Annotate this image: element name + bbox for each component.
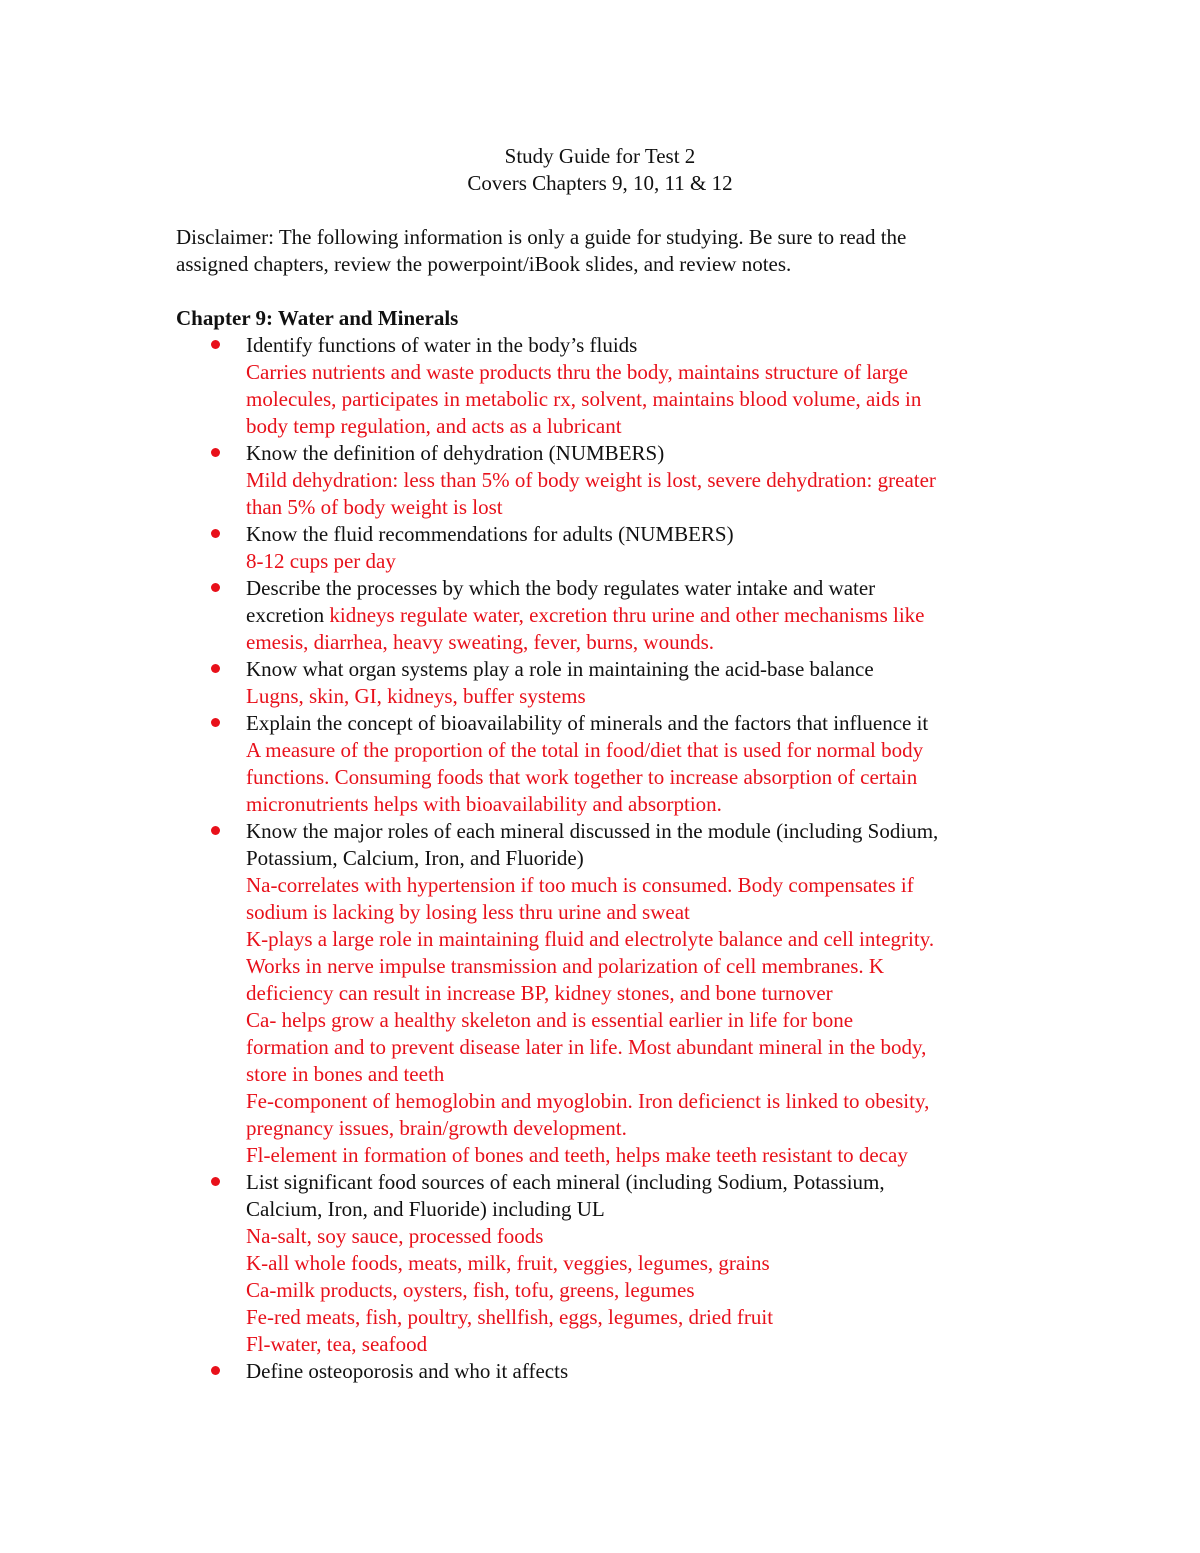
bullet-icon bbox=[211, 529, 220, 538]
answer-line: Lugns, skin, GI, kidneys, buffer systems bbox=[246, 684, 586, 708]
list-item bbox=[0, 575, 1046, 656]
answer-line: deficiency can result in increase BP, kidney stones, and bone turnover bbox=[246, 981, 833, 1005]
question-line: Calcium, Iron, and Fluoride) including UL bbox=[246, 1197, 605, 1221]
answer-line: A measure of the proportion of the total in food/diet that is used for normal body bbox=[246, 738, 924, 762]
question-line: Identify functions of water in the body’s fluids bbox=[246, 333, 638, 357]
disclaimer-paragraph bbox=[176, 224, 1036, 278]
answer-line: Fl-element in formation of bones and teeth, helps make teeth resistant to decay bbox=[246, 1143, 908, 1167]
list-item bbox=[0, 1169, 1046, 1358]
answer-line: body temp regulation, and acts as a lubricant bbox=[246, 414, 622, 438]
answer-line: Fe-red meats, fish, poultry, shellfish, eggs, legumes, dried fruit bbox=[246, 1305, 774, 1329]
document-subtitle: Covers Chapters 9, 10, 11 & 12 bbox=[467, 171, 733, 195]
bullet-icon bbox=[211, 1177, 220, 1186]
question-line: List significant food sources of each mineral (including Sodium, Potassium, bbox=[246, 1170, 885, 1194]
answer-line: pregnancy issues, brain/growth development. bbox=[246, 1116, 627, 1140]
answer-line: K-all whole foods, meats, milk, fruit, veggies, legumes, grains bbox=[246, 1251, 770, 1275]
answer-line: molecules, participates in metabolic rx, solvent, maintains blood volume, aids in bbox=[246, 387, 922, 411]
list-item bbox=[0, 656, 1046, 710]
disclaimer-line: Disclaimer: The following information is only a guide for studying. Be sure to read the bbox=[176, 225, 907, 249]
list-item bbox=[0, 332, 1046, 440]
answer-line: Works in nerve impulse transmission and polarization of cell membranes. K bbox=[246, 954, 885, 978]
answer-fragment: kidneys regulate water, excretion thru urine and other mechanisms like bbox=[329, 603, 925, 627]
answer-line: Ca- helps grow a healthy skeleton and is essential earlier in life for bone bbox=[246, 1008, 854, 1032]
list-item bbox=[0, 710, 1046, 818]
answer-line: Mild dehydration: less than 5% of body weight is lost, severe dehydration: greater bbox=[246, 468, 936, 492]
question-line: Potassium, Calcium, Iron, and Fluoride) bbox=[246, 846, 584, 870]
answer-line: Fe-component of hemoglobin and myoglobin. Iron deficienct is linked to obesity, bbox=[246, 1089, 930, 1113]
answer-line: store in bones and teeth bbox=[246, 1062, 445, 1086]
answer-line: emesis, diarrhea, heavy sweating, fever, burns, wounds. bbox=[246, 630, 715, 654]
answer-line: formation and to prevent disease later in life. Most abundant mineral in the body, bbox=[246, 1035, 927, 1059]
answer-line: functions. Consuming foods that work together to increase absorption of certain bbox=[246, 765, 918, 789]
answer-line: Ca-milk products, oysters, fish, tofu, greens, legumes bbox=[246, 1278, 695, 1302]
answer-line: 8-12 cups per day bbox=[246, 549, 396, 573]
answer-line: K-plays a large role in maintaining fluid and electrolyte balance and cell integrity. bbox=[246, 927, 935, 951]
disclaimer-line: assigned chapters, review the powerpoint/iBook slides, and review notes. bbox=[176, 252, 792, 276]
answer-line: micronutrients helps with bioavailability and absorption. bbox=[246, 792, 722, 816]
list-item bbox=[0, 1358, 1046, 1385]
bullet-icon bbox=[211, 448, 220, 457]
question-line: Define osteoporosis and who it affects bbox=[246, 1359, 569, 1383]
bullet-icon bbox=[211, 826, 220, 835]
list-item bbox=[0, 818, 1046, 1169]
bullet-icon bbox=[211, 664, 220, 673]
list-item bbox=[0, 440, 1046, 521]
answer-line: Na-correlates with hypertension if too much is consumed. Body compensates if bbox=[246, 873, 914, 897]
bullet-icon bbox=[211, 340, 220, 349]
question-fragment: excretion bbox=[246, 603, 330, 627]
question-line: Describe the processes by which the body regulates water intake and water bbox=[246, 576, 876, 600]
study-question-list bbox=[0, 332, 1200, 1385]
question-line: Know what organ systems play a role in maintaining the acid-base balance bbox=[246, 657, 874, 681]
answer-line: Carries nutrients and waste products thru the body, maintains structure of large bbox=[246, 360, 908, 384]
question-line: Know the major roles of each mineral discussed in the module (including Sodium, bbox=[246, 819, 939, 843]
answer-line: sodium is lacking by losing less thru urine and sweat bbox=[246, 900, 690, 924]
bullet-icon bbox=[211, 718, 220, 727]
list-item bbox=[0, 521, 1046, 575]
document-title: Study Guide for Test 2 bbox=[504, 144, 696, 168]
bullet-icon bbox=[211, 1366, 220, 1375]
mixed-line bbox=[246, 602, 1046, 629]
answer-line: Na-salt, soy sauce, processed foods bbox=[246, 1224, 544, 1248]
question-line: Know the fluid recommendations for adults (NUMBERS) bbox=[246, 522, 734, 546]
chapter-heading: Chapter 9: Water and Minerals bbox=[176, 306, 459, 330]
answer-line: Fl-water, tea, seafood bbox=[246, 1332, 428, 1356]
question-line: Know the definition of dehydration (NUMBERS) bbox=[246, 441, 665, 465]
question-line: Explain the concept of bioavailability of minerals and the factors that influence it bbox=[246, 711, 929, 735]
answer-line: than 5% of body weight is lost bbox=[246, 495, 503, 519]
bullet-icon bbox=[211, 583, 220, 592]
